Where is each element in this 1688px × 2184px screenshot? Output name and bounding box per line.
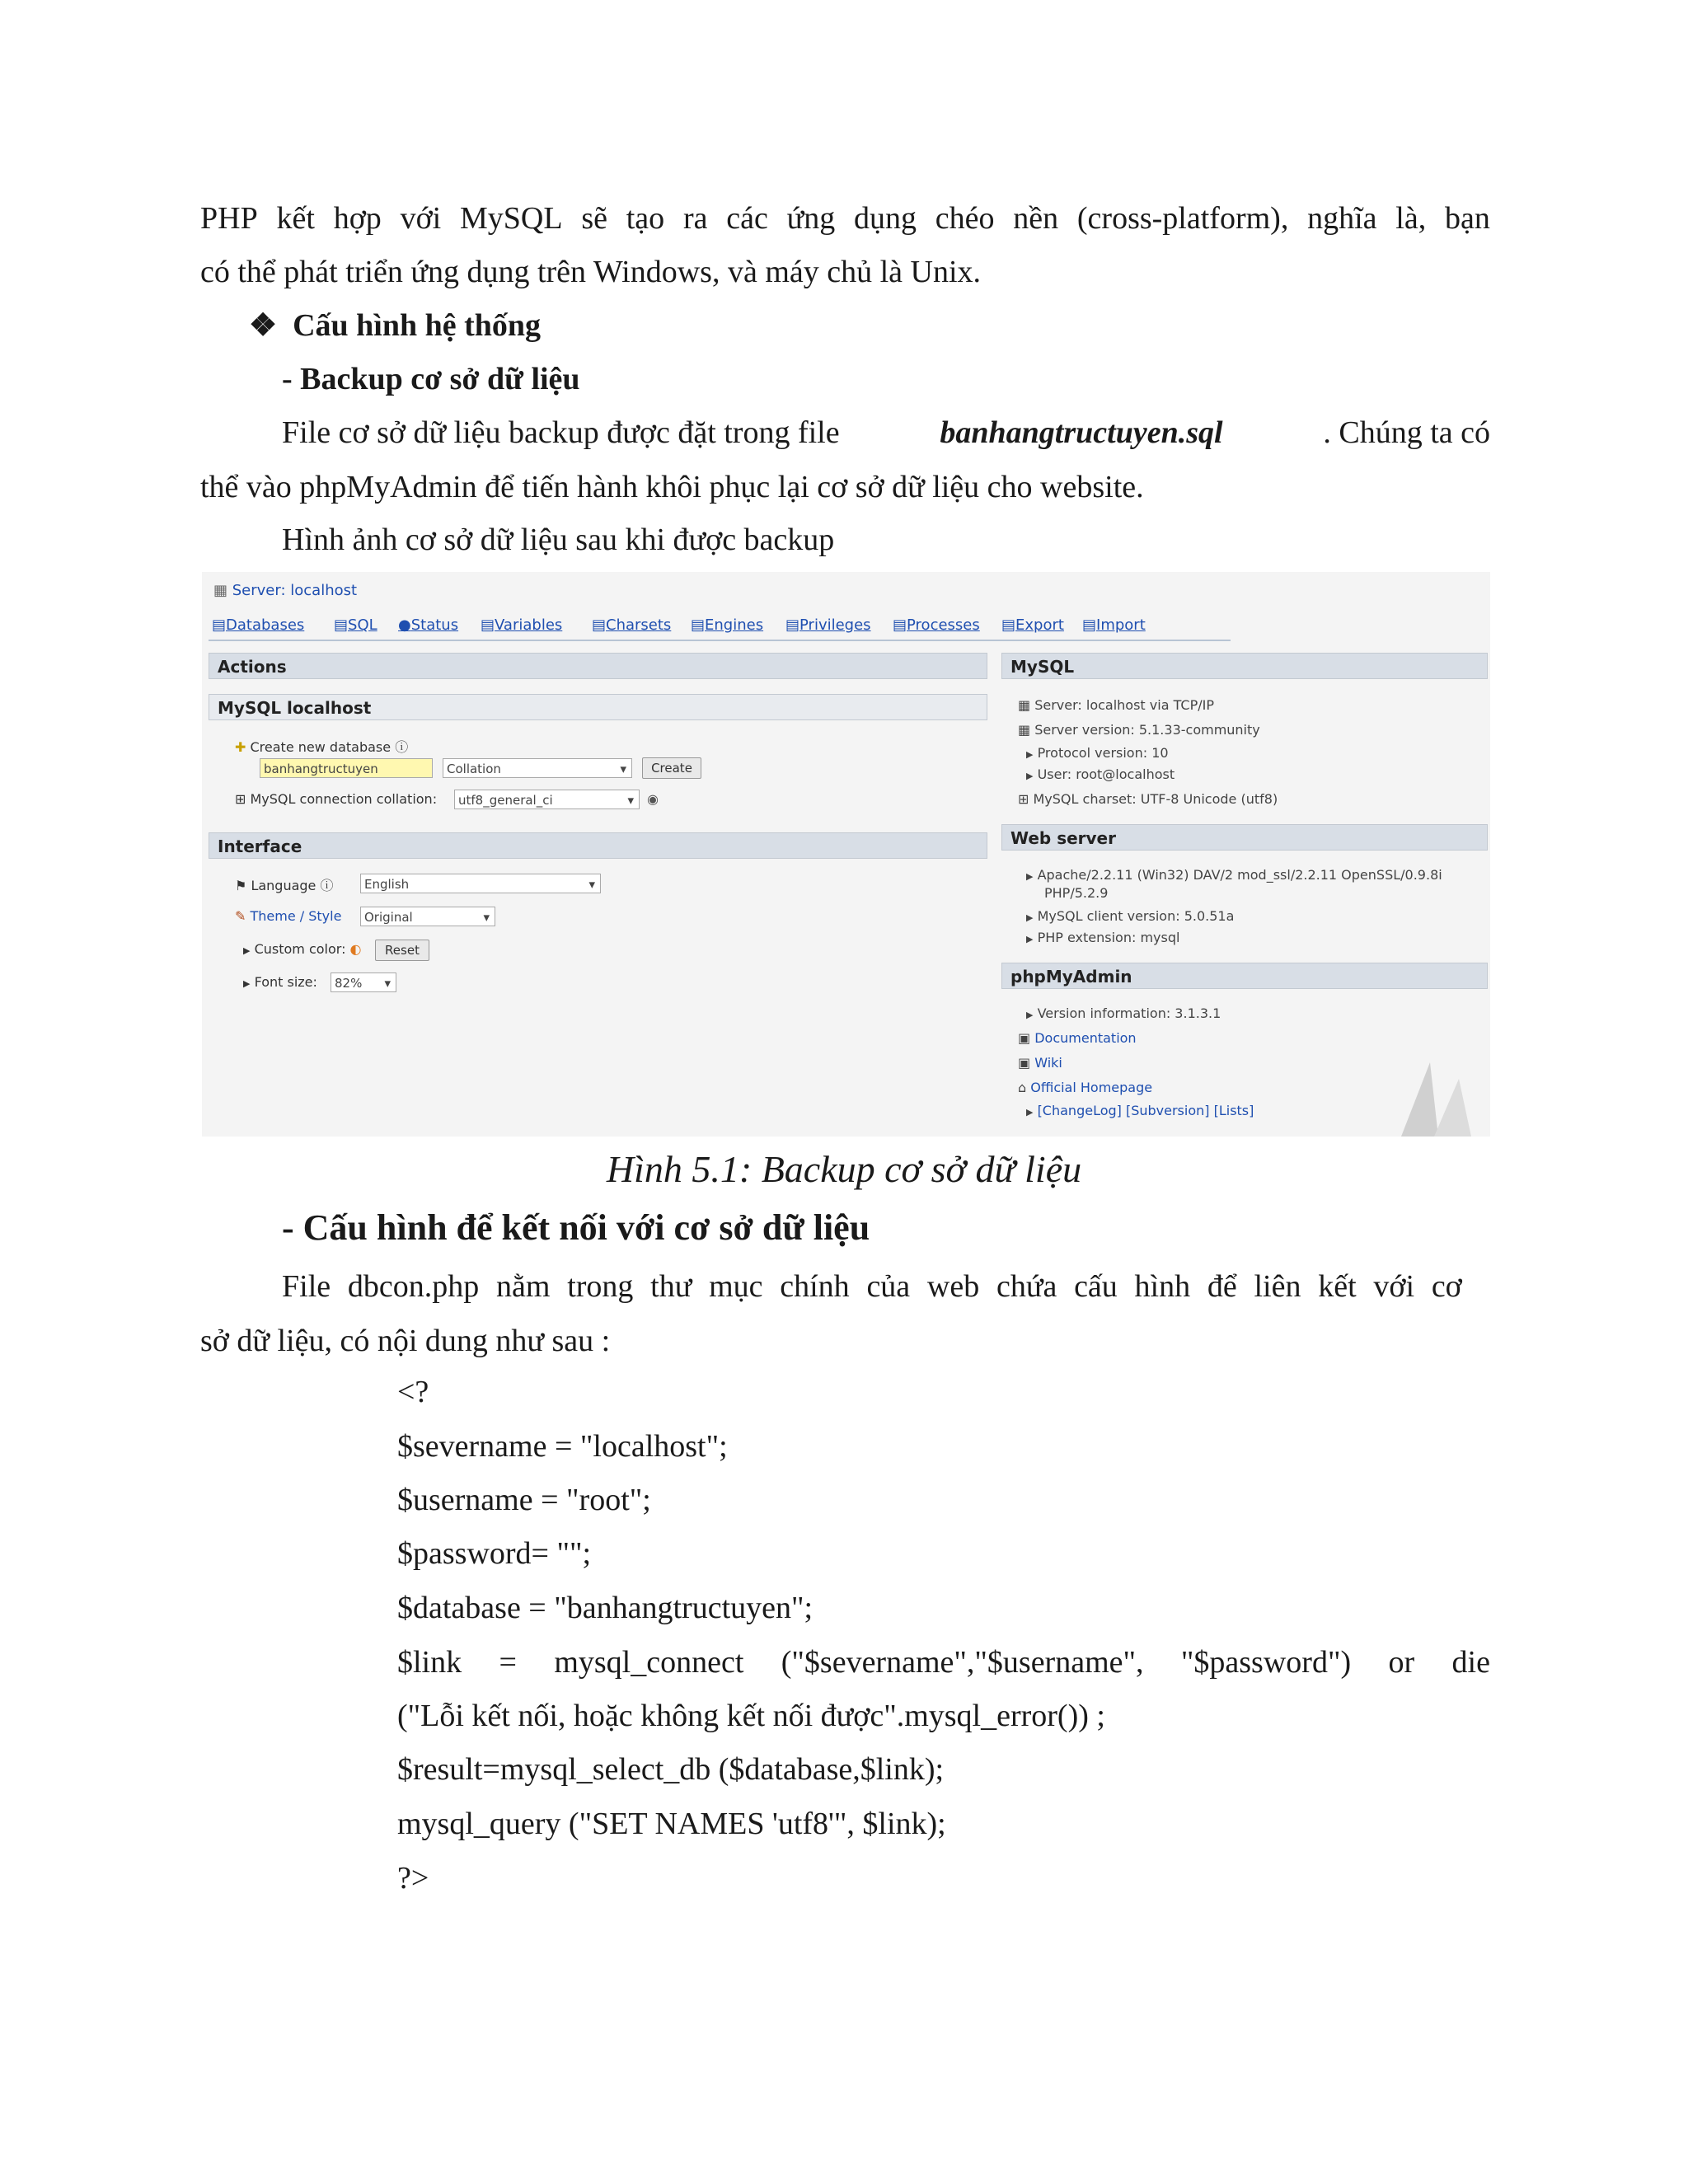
code-line-7: ("Lỗi kết nối, hoặc không kết nối được".mysql_error()) ; [397,1699,1105,1733]
code-line-4: $password= ""; [397,1536,592,1571]
database-add-icon: ✚ [235,739,246,755]
language-icon: ⚑ [235,878,247,893]
tab-privileges[interactable]: ▤Privileges [785,616,871,634]
server-icon: ▦ [1018,722,1031,738]
theme-select[interactable]: Original ▾ [360,907,495,926]
chevron-down-icon: ▾ [588,877,595,892]
theme-row: ✎ Theme / Style [235,908,342,924]
create-db-row: ✚ Create new database ⓘ [235,739,409,755]
font-size-select[interactable]: 82% ▾ [331,972,396,992]
protocol-version: ▶ Protocol version: 10 [1026,745,1169,761]
interface-header: Interface [209,832,987,859]
user-info: ▶ User: root@localhost [1026,766,1175,782]
para2-line3: Hình ảnh cơ sở dữ liệu sau khi được backup [282,523,835,557]
phpmyadmin-header: phpMyAdmin [1001,963,1488,989]
php-version: PHP/5.2.9 [1044,885,1109,901]
server-info: ▦ Server: localhost via TCP/IP [1018,697,1215,713]
server-icon: ▦ [213,582,228,599]
triangle-right-icon: ▶ [1026,934,1034,944]
wiki-link[interactable]: ▣ Wiki [1018,1055,1062,1071]
server-icon: ▦ [1018,697,1031,713]
para1-line1: PHP kết hợp với MySQL sẽ tạo ra các ứng dụng chéo nền (cross-platform), nghĩa là, bạn [200,201,1490,236]
table-icon: ⊞ [235,791,246,807]
section-title: Cấu hình hệ thống [293,308,542,343]
para2-line2: thể vào phpMyAdmin để tiến hành khôi phục lại cơ sở dữ liệu cho website. [200,470,1144,504]
subheading-config: - Cấu hình để kết nối với cơ sở dữ liệu [282,1207,870,1248]
new-database-input[interactable]: banhangtructuyen [260,758,433,778]
custom-color-row: ▶ Custom color: ◐ [243,941,362,957]
chevron-down-icon: ▾ [483,910,490,925]
webserver-header: Web server [1001,824,1488,851]
code-line-3: $username = "root"; [397,1483,651,1517]
phpmyadmin-screenshot [202,572,1490,1137]
collation-select[interactable]: Collation ▾ [443,758,632,778]
code-line-5: $database = "banhangtructuyen"; [397,1591,814,1625]
section-heading [249,305,541,346]
brush-icon: ✎ [235,908,246,924]
tab-sql[interactable]: ▤SQL [334,616,377,634]
home-icon: ⌂ [1018,1080,1027,1095]
info-icon: ⓘ [320,878,334,893]
triangle-right-icon: ▶ [1026,871,1034,882]
mysql-client-version: ▶ MySQL client version: 5.0.51a [1026,908,1235,924]
code-line-8: $result=mysql_select_db ($database,$link); [397,1752,945,1787]
para2-line1: File cơ sở dữ liệu backup được đặt trong file banhangtructuyen.sql . Chúng ta có [282,412,1490,453]
font-size-row: ▶ Font size: [243,974,317,990]
tab-import[interactable]: ▤Import [1082,616,1146,634]
tab-charsets[interactable]: ▤Charsets [592,616,672,634]
para3-line2: sở dữ liệu, có nội dung như sau : [200,1324,611,1358]
code-line-10: ?> [397,1861,429,1896]
language-select[interactable]: English ▾ [360,874,601,893]
tab-databases[interactable]: ▤Databases [212,616,305,634]
book-icon: ▣ [1018,1030,1031,1046]
triangle-right-icon: ▶ [1026,1107,1034,1118]
documentation-link[interactable]: ▣ Documentation [1018,1030,1137,1046]
tab-bar [209,616,1231,641]
actions-header: Actions [209,653,987,679]
triangle-right-icon: ▶ [1026,749,1034,760]
triangle-right-icon: ▶ [243,978,251,989]
code-line-9: mysql_query ("SET NAMES 'utf8'", $link); [397,1807,946,1841]
version-info: ▶ Version information: 3.1.3.1 [1026,1005,1221,1021]
triangle-right-icon: ▶ [243,945,251,956]
server-version: ▦ Server version: 5.1.33-community [1018,722,1260,738]
bullet-icon: ❖ [249,308,278,343]
mysql-header: MySQL [1001,653,1488,679]
code-line-1: <? [397,1375,429,1409]
color-picker-icon[interactable]: ◐ [349,941,362,957]
homepage-link[interactable]: ⌂ Official Homepage [1018,1080,1153,1095]
triangle-right-icon: ▶ [1026,771,1034,781]
help-icon[interactable]: ◉ [647,791,659,807]
conn-collation-select[interactable]: utf8_general_ci ▾ [454,790,640,809]
info-icon: ⓘ [395,739,409,755]
backup-filename: banhangtructuyen.sql [940,415,1223,450]
chevron-down-icon: ▾ [384,976,391,991]
server-breadcrumb[interactable]: ▦ Server: localhost [213,582,358,599]
apache-info: ▶ Apache/2.2.11 (Win32) DAV/2 mod_ssl/2.2.11 OpenSSL/0.9.8i [1026,867,1442,883]
tab-status[interactable]: ●Status [398,616,459,634]
triangle-right-icon: ▶ [1026,912,1034,923]
figure-caption: Hình 5.1: Backup cơ sở dữ liệu [606,1148,1082,1190]
subheading-backup: - Backup cơ sở dữ liệu [282,362,580,396]
conn-collation-row: ⊞ MySQL connection collation: [235,791,438,807]
create-button[interactable]: Create [642,757,701,779]
para3-line1: File dbcon.php nằm trong thư mục chính của web chứa cấu hình để liên kết với cơ [282,1269,1462,1304]
changelog-links[interactable]: ▶ [ChangeLog] [Subversion] [Lists] [1026,1103,1254,1118]
mysql-localhost-header: MySQL localhost [209,694,987,720]
phpmyadmin-sail-logo-icon [1393,1058,1484,1137]
para1-line2: có thể phát triển ứng dụng trên Windows, và máy chủ là Unix. [200,255,982,289]
tab-export[interactable]: ▤Export [1001,616,1064,634]
code-line-2: $severname = "localhost"; [397,1429,728,1464]
triangle-right-icon: ▶ [1026,1010,1034,1020]
language-row: ⚑ Language ⓘ [235,878,334,893]
chevron-down-icon: ▾ [620,762,626,776]
reset-button[interactable]: Reset [375,940,429,961]
code-line-6: $link = mysql_connect ("$severname","$username", "$password") or die [397,1645,1490,1680]
tab-variables[interactable]: ▤Variables [481,616,563,634]
table-icon: ⊞ [1018,791,1029,807]
book-icon: ▣ [1018,1055,1031,1071]
chevron-down-icon: ▾ [627,793,634,808]
mysql-charset: ⊞ MySQL charset: UTF-8 Unicode (utf8) [1018,791,1278,807]
tab-processes[interactable]: ▤Processes [893,616,980,634]
tab-engines[interactable]: ▤Engines [691,616,764,634]
php-extension: ▶ PHP extension: mysql [1026,930,1180,945]
